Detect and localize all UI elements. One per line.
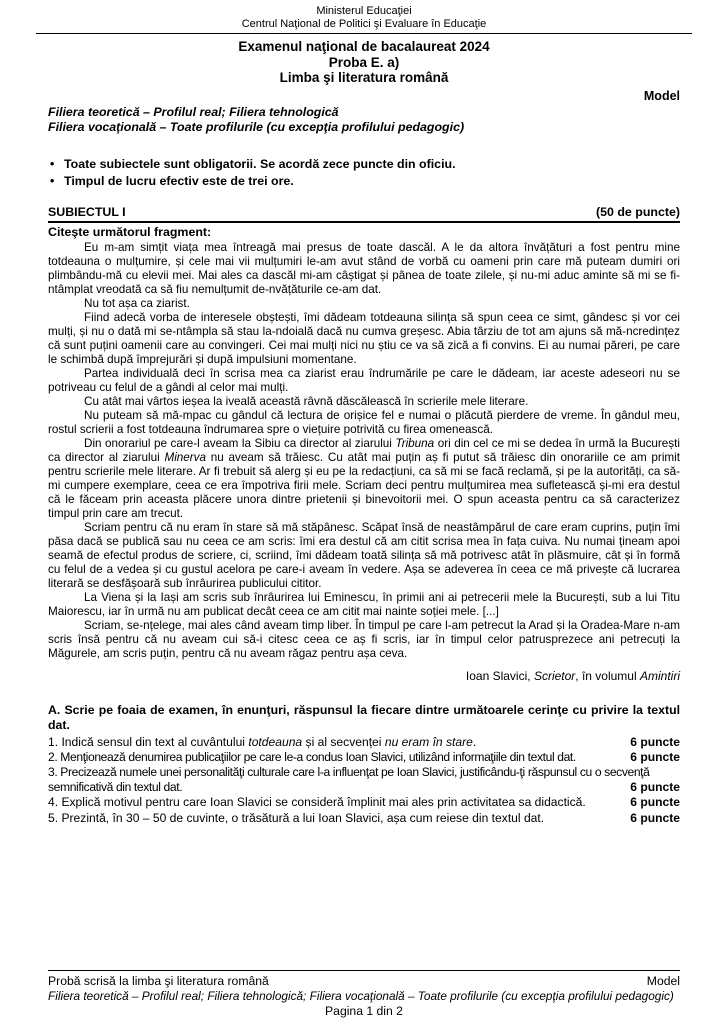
subiect-points: (50 de puncte) [596, 204, 680, 219]
fragment-prompt: Citeşte următorul fragment: [48, 224, 212, 239]
fragment-paragraph: Din onorariul pe care-l aveam la Sibiu ca director al ziarului Tribuna ori din cel ce mi se dedea în urmă la București ca director al ziarului Minerva nu aveam să trăiesc. Cu atât mai puțin aș fi putut să trăiesc din onorariile ce am primit pentru scrierile mele literare. Ar fi trebuit să alerg și eu pe la redacțiuni, ca să mi se facă reclamă, și pe la autorități, ca să-mi cumpere exemplare, ceea ce era împotriva firii mele. Scriam deci pentru mulțumirea mea sufletească și-mi era destul că le făceam prin aceasta plăcere unora dintre prietenii și binevoitorii mei. O spun aceasta pentru ca să caracterizez timpul prin care am trecut. [48, 436, 681, 520]
instruction-item: • Timpul de lucru efectiv este de trei ore. [48, 173, 680, 190]
fragment-paragraph: Scriam pentru că nu eram în stare să mă stăpânesc. Scăpat însă de neastâmpărul de care eram cuprins, puțin îmi păsa dacă se publică sau nu ceea ce am scris: îmi era destul că am citit scrisa mea în fața cuiva. Nu numai țineam apoi seamă de efectul produs de scriere, ci, scriind, îmi dădeam toată silința să mă potrivesc atât în plăsmuire, cât și în formă cu felul de a vedea și cu gustul acelora pe care-i aveam în vedere. Așa se adeverea în ceea ce mă privește că lucrarea literară se desfășoară sub înrâurirea publicului cititor. [48, 520, 680, 590]
question-item-2 [48, 750, 680, 765]
section-a [48, 703, 680, 826]
footer-left: Probă scrisă la limba şi literatura română [48, 974, 269, 988]
footer-row [48, 974, 680, 989]
question-item-3 [48, 765, 680, 795]
footer-divider [48, 970, 680, 971]
ministry-line-2: Centrul Naţional de Politici şi Evaluare în Educaţie [241, 18, 487, 30]
fragment-paragraph: Partea individuală deci în scrisa mea ca ziarist erau îndrumările pe care le dădeam, iar aceste adeseori nu se potriveau cu felul de a gândi al celor mai mulți. [48, 366, 680, 394]
question-text: 5. Prezintă, în 30 – 50 de cuvinte, o trăsătură a lui Ioan Slavici, așa cum reiese din textul dat. [48, 810, 545, 825]
fragment-attribution: Ioan Slavici, Scrietor, în volumul Amintiri [465, 668, 680, 683]
question-points: 6 puncte [624, 750, 680, 765]
question-points: 6 puncte [624, 780, 680, 795]
section-a-intro: A. Scrie pe foaia de examen, în enunţuri, răspunsul la fiecare dintre următoarele cerinţe cu privire la textul dat. [48, 702, 680, 732]
page-footer [48, 970, 680, 1019]
model-label: Model [643, 88, 680, 103]
page-header [48, 5, 680, 135]
question-text: 1. Indică sensul din text al cuvântului totdeauna și al secvenței nu eram în stare. [48, 734, 477, 749]
instructions-list [48, 156, 680, 190]
question-points: 6 puncte [624, 795, 680, 810]
header-divider [36, 33, 692, 34]
question-text: 2. Menţionează denumirea publicaţiilor pe care le-a condus Ioan Slavici, utilizând informaţiile din textul dat. [48, 749, 576, 764]
fragment-paragraph: La Viena și la Iași am scris sub înrâurirea lui Eminescu, în primii ani ai petrecerii mele la București, sub a lui Titu Maiorescu, iar în urmă nu am publicat decât ceea ce am citit mai nainte soției mele. [...] [48, 590, 680, 618]
question-text: 4. Explică motivul pentru care Ioan Slavici se consideră împlinit mai ales prin activitatea sa didactică. [48, 795, 586, 810]
exam-proba: Proba E. a) [328, 54, 400, 70]
question-points: 6 puncte [624, 735, 680, 750]
subiect-heading [48, 205, 680, 223]
exam-subject: Limba şi literatura română [279, 70, 449, 85]
filiera-line-1: Filiera teoretică – Profilul real; Filiera tehnologică [48, 104, 339, 119]
question-text: 3. Precizează numele unei personalităţi culturale care l-a influenţat pe Ioan Slavici, justificându-ţi răspunsul cu o secvenţă semnificativă din textul dat. [48, 764, 650, 795]
exam-title: Examenul naţional de bacalaureat 2024 [238, 39, 490, 54]
fragment-paragraph: Eu m-am simțit viața mea întreagă mai presus de toate dascăl. A le da altora învățături a fost pentru mine totdeauna o mulțumire, și cele mai vii mulțumiri le-am avut stând de vorbă cu oameni prin care mă puteam dumiri ori plimbându-mă cu elevii mei. Mai ales ca dascăl mi-am câștigat și pânea de toate zilele, și nu-mi aduc aminte să mi se fi-ntâmplat vreodată ca să fiu nemulțumit de-nvățăturile ce-am dat. [48, 240, 680, 296]
text-fragment [48, 241, 680, 683]
filiera-block [48, 105, 680, 135]
filiera-line-2: Filiera vocaţională – Toate profilurile (cu excepţia profilului pedagogic) [48, 119, 465, 134]
footer-model-label: Model [646, 974, 680, 988]
title-block [48, 39, 680, 86]
question-item-5 [48, 811, 680, 826]
fragment-paragraph: Nu puteam să mă-mpac cu gândul că lectura de orișice fel e numai o plăcută pierdere de vreme. În gândul meu, rostul scrierii a fost totdeauna îndrumarea spre o viețuire potrivită cu firea omenească. [48, 408, 680, 436]
question-item-1 [48, 735, 680, 750]
fragment-paragraph: Scriam, se-nțelege, mai ales când aveam timp liber. În timpul pe care l-am petrecut la Arad și la Oradea-Mare n-am scris însă pentru că nu aveam cui să-i citesc ceea ce aș fi scris, iar în timpul celor patrusprezece ani petrecuți la Măgurele, am scris puțin, pentru că nu aveam răgaz pentru așa ceva. [48, 618, 680, 660]
footer-page-number: Pagina 1 din 2 [325, 1004, 403, 1018]
ministry-line-1: Ministerul Educaţiei [316, 5, 412, 17]
question-points: 6 puncte [624, 811, 680, 826]
instruction-item: • Toate subiectele sunt obligatorii. Se acordă zece puncte din oficiu. [48, 156, 680, 173]
footer-filiera: Filiera teoretică – Profilul real; Filiera tehnologică; Filiera vocaţională – Toate profilurile (cu excepţia profilului pedagogic) [48, 989, 674, 1003]
question-item-4 [48, 795, 680, 810]
fragment-paragraph: Nu tot așa ca ziarist. [84, 296, 190, 310]
subiect-title: SUBIECTUL I [48, 204, 126, 219]
fragment-paragraph: Cu atât mai vârtos ieșea la iveală această râvnă dăscălească în scrierile mele literare. [84, 394, 529, 408]
fragment-paragraph: Fiind adecă vorba de interesele obștești, îmi dădeam totdeauna silința să spun ceea ce simt, gândesc și vor cei mulți, și nu o dată mi se-ntâmpla să stau la-ndoială dacă nu cumva greșesc. Abia târziu de tot am ajuns să mă-ncredințez că sunt puțini oamenii care au convingeri. Cei mai mulți nici nu știu ce va să zică a fi convins. Ei au numai păreri, pe care le schimbă după împrejurări și după impulsiuni momentane. [48, 310, 680, 366]
